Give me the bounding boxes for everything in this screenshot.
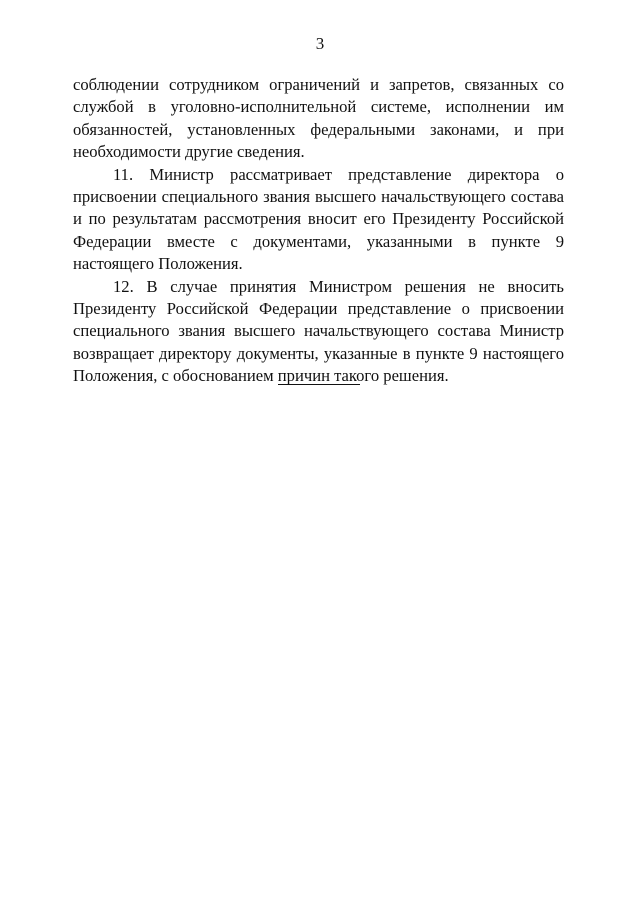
end-separator-line	[278, 384, 360, 385]
paragraph-continuation: соблюдении сотрудником ограничений и запретов, связанных со службой в уголовно-исполнительной системе, исполнении им обязанностей, установленных федеральными законами, и при необходимости другие сведения.	[73, 75, 564, 162]
page-number: 3	[315, 34, 325, 53]
paragraph-11: 11. Министр рассматривает представление директора о присвоении специального звания высшего начальствующего состава и по результатам рассмотрения вносит его Президенту Российской Федерации вместе с документами, указанными в пункте 9 настоящего Положения.	[73, 164, 564, 274]
paragraph-12: 12. В случае принятия Министром решения не вносить Президенту Российской Федерации представление о присвоении специального звания высшего начальствующего состава Министр возвращает директору документы, указанные в пункте 9 настоящего Положения, с обоснованием причин такого решения.	[73, 276, 564, 386]
document-body	[73, 74, 564, 388]
